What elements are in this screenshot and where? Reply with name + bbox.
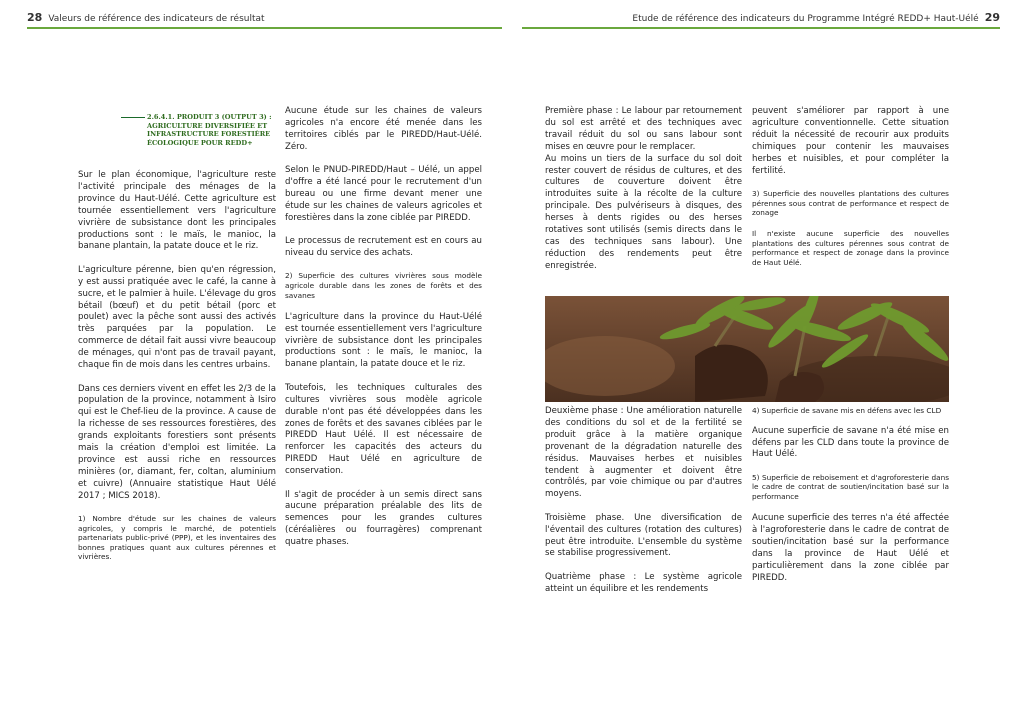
- paragraph: L'agriculture pérenne, bien qu'en régression, y est aussi pratiquée avec le café, la canne à sucre, et le palmier à huile. L'élevage du gros bétail (bœuf) et du petit bétail (porc et poulet) avec la pêche sont aussi des activés très parquées par la population. Le commerce de détail fait aussi vivre beaucoup de ménages, qui n'ont pas de travail payant, chaque fin de mois dans les centres urbains.: [78, 264, 276, 371]
- paragraph: Au moins un tiers de la surface du sol doit rester couvert de résidus de cultures, et des cultures de couverture doivent être introduites suite à la récolte de la culture principale. Des pulvériseurs à disques, des herses à dents rigides ou des herses rotatives sont utilisés (semis directs dans le cas des techniques sans labour). Une réduction des rendements peut être enregistrée.: [545, 153, 742, 271]
- left-page-number: 28: [27, 11, 43, 24]
- column-3-bottom: [545, 406, 742, 607]
- section-heading-block: [121, 113, 277, 147]
- paragraph: Troisième phase. Une diversification de l'éventail des cultures (rotation des cultures) peut être introduite. L'ensemble du système se stabilise progressivement.: [545, 512, 742, 559]
- indicator-label: 5) Superficie de reboisement et d'agroforesterie dans le cadre de contrat de soutien/incitation basé sur la performance: [752, 472, 949, 501]
- indicator-label: 3) Superficie des nouvelles plantations des cultures pérennes sous contrat de performance et respect de zonage: [752, 188, 949, 218]
- paragraph: Première phase : Le labour par retournement du sol est arrêté et des techniques avec travail réduit du sol ou sans labour sont mises en œuvre pour le remplacer.: [545, 106, 742, 152]
- paragraph: Toutefois, les techniques culturales des cultures vivrières sous modèle agricole durable n'ont pas été développées dans les zones de forêts et des savanes ciblées par le PIREDD Haut Uélé. Il est nécessaire de renforcer les capacités des acteurs du PIREDD Haut Uélé en agriculture de conservation.: [285, 382, 482, 477]
- column-4-top: [752, 106, 949, 279]
- left-header-rule: [27, 27, 502, 29]
- left-header-title: Valeurs de référence des indicateurs de résultat: [48, 14, 265, 24]
- indicator-label: 4) Superficie de savane mis en défens avec les CLD: [752, 406, 942, 415]
- left-page-header: [27, 11, 265, 24]
- column-4-bottom: [752, 406, 949, 596]
- heading-rule: [121, 117, 145, 118]
- paragraph: Sur le plan économique, l'agriculture reste l'activité principale des ménages de la province du Haut-Uélé. Cette agriculture est tournée essentiellement vers l'agriculture vivrière de subsistance dont les principales productions sont : le maïs, le manioc, la banane plantain, la patate douce et le riz.: [78, 170, 276, 252]
- paragraph: Aucune superficie de savane n'a été mise en défens par les CLD dans toute la province de Haut Uélé.: [752, 425, 949, 460]
- indicator-label: 2) Superficie des cultures vivrières sous modèle agricole durable dans les zones de forêts et des savanes: [285, 271, 482, 300]
- paragraph: Il s'agit de procéder à un semis direct sans aucune préparation préalable des lits de semences pour les grandes cultures (céréalières ou fourragères) comprenant quatre phases.: [285, 489, 482, 548]
- column-2: [285, 106, 482, 561]
- paragraph: peuvent s'améliorer par rapport à une agriculture conventionnelle. Cette situation réduit la nécessité de recourir aux produits chimiques pour contenir les mauvaises herbes et nuisibles, et pour compléter la fertilité.: [752, 106, 949, 176]
- cassava-planting-photo: [545, 296, 949, 402]
- right-page-header: [632, 11, 1000, 24]
- photo-illustration: [545, 296, 949, 402]
- paragraph: L'agriculture dans la province du Haut-Uélé est tournée essentiellement vers l'agriculture vivrière de subsistance dont les principales productions sont : le maïs, le manioc, la banane plantain, la patate douce et le riz.: [285, 311, 482, 370]
- paragraph: Selon le PNUD-PIREDD/Haut – Uélé, un appel d'offre a été lancé pour le recrutement d'un bureau ou une firme devant mener une étude sur les chaines de valeurs agricoles et forestières dans la zone ciblée par PIREDD.: [285, 165, 482, 223]
- paragraph: Dans ces derniers vivent en effet les 2/3 de la population de la province, notamment à Isiro qui est le Chef-lieu de la province. A cause de la richesse de ses ressources forestières, des grands exploitants forestiers sont présents mais la création d'emploi est limitée. La province est aussi riche en ressources minières (or, diamant, fer, coltan, aluminium et cuivre) (Annuaire statistique Haut Uélé 2017 ; MICS 2018).: [78, 383, 276, 501]
- paragraph-small: Il n'existe aucune superficie des nouvelles plantations des cultures pérennes sous contrat de performance et respect de zonage dans la province de Haut Uélé.: [752, 229, 949, 267]
- right-header-rule: [522, 27, 1000, 29]
- paragraph: Aucune étude sur les chaines de valeurs agricoles n'a encore été menée dans les territoires ciblés par le PIREDD/Haut-Uélé. Zéro.: [285, 106, 482, 152]
- paragraph: Deuxième phase : Une amélioration naturelle des conditions du sol et de la fertilité se produit grâce à la matière organique provenant de la dégradation naturelle des résidus. Mauvaises herbes et nuisibles tendent à augmenter et doivent être contrôlés, par voie chimique ou par d'autres moyens.: [545, 406, 742, 500]
- column-1: [78, 170, 276, 574]
- right-page-number: 29: [984, 11, 1000, 24]
- right-header-title: Etude de référence des indicateurs du Programme Intégré REDD+ Haut-Uélé: [632, 14, 979, 24]
- footnote: 1) Nombre d'étude sur les chaines de valeurs agricoles, y compris le marché, de potentiels partenariats public-privé (PPP), et les inventaires des bonnes pratiques quant aux cultures pérennes et vivrières.: [78, 514, 276, 562]
- column-3-top: [545, 106, 742, 284]
- section-heading: 2.6.4.1. PRODUIT 3 (OUTPUT 3) : AGRICULTURE DIVERSIFIÉE ET INFRASTRUCTURE FORESTIÈRE ÉCOLOGIQUE POUR REDD+: [147, 113, 272, 147]
- paragraph: Quatrième phase : Le système agricole atteint un équilibre et les rendements: [545, 571, 742, 594]
- paragraph: Le processus de recrutement est en cours au niveau du service des achats.: [285, 236, 482, 259]
- paragraph: Aucune superficie des terres n'a été affectée à l'agroforesterie dans le cadre de contrat de soutien/incitation basé sur la performance dans la province de Haut Uélé et particulièrement dans la zone ciblée par PIREDD.: [752, 513, 949, 583]
